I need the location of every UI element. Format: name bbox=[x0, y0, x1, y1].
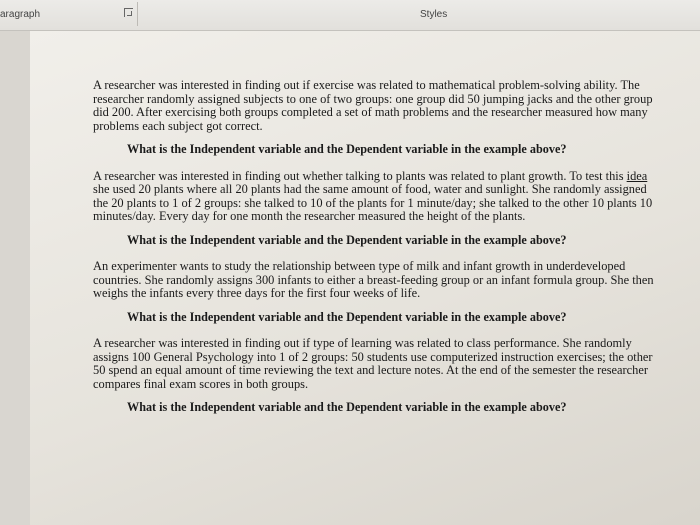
scenario-paragraph-milk: An experimenter wants to study the relationship between type of milk and infant growth in underdeveloped countries. She randomly assigns 300 infants to either a breast-feeding group or an infant formula group. She then weighs the infants every three days for the first four weeks of life. bbox=[93, 259, 654, 300]
ribbon-bar bbox=[0, 0, 700, 31]
scenario-paragraph-plants bbox=[93, 170, 655, 224]
question-plants: What is the Independent variable and the Dependent variable in the example above? bbox=[127, 232, 567, 247]
question-milk: What is the Independent variable and the Dependent variable in the example above? bbox=[127, 309, 567, 324]
scenario-paragraph-learning: A researcher was interested in finding out if type of learning was related to class performance. She randomly assigns 100 General Psychology into 1 of 2 groups: 50 students use computerized instruction exercises; the other 50 spend an equal amount of time reviewing the text and lecture notes. At the end of the semester the researcher compares final exam scores in both groups. bbox=[93, 336, 653, 391]
ribbon-divider bbox=[137, 2, 138, 26]
paragraph-dialog-launcher-icon[interactable] bbox=[124, 8, 133, 17]
document-body[interactable] bbox=[93, 79, 655, 428]
question-exercise: What is the Independent variable and the Dependent variable in the example above? bbox=[127, 142, 567, 156]
spellcheck-underlined-word: idea bbox=[626, 168, 648, 183]
styles-group-label: Styles bbox=[420, 9, 448, 20]
plants-text-end: she used 20 plants where all 20 plants had the same amount of food, water and sunlight. She randomly assigned the 20 plants to 1 of 2 groups: she talked to 10 of the plants for 1 minute/day; she talked to the other 10 plants 10 minutes/day. Every day for one month the researcher measured the height of the plants. bbox=[93, 182, 653, 223]
paragraph-group-label: aragraph bbox=[0, 9, 41, 20]
scenario-paragraph-exercise: A researcher was interested in finding out if exercise was related to mathematical problem-solving ability. The researcher randomly assigned subjects to one of two groups: one group did 50 jumping jacks and the other group did 200. After exercising both groups completed a set of math problems and the researcher measured how many problems each subject got correct. bbox=[93, 78, 653, 133]
plants-text-start: A researcher was interested in finding out whether talking to plants was related to plant growth. To test this bbox=[93, 168, 627, 183]
question-learning: What is the Independent variable and the Dependent variable in the example above? bbox=[127, 400, 567, 414]
